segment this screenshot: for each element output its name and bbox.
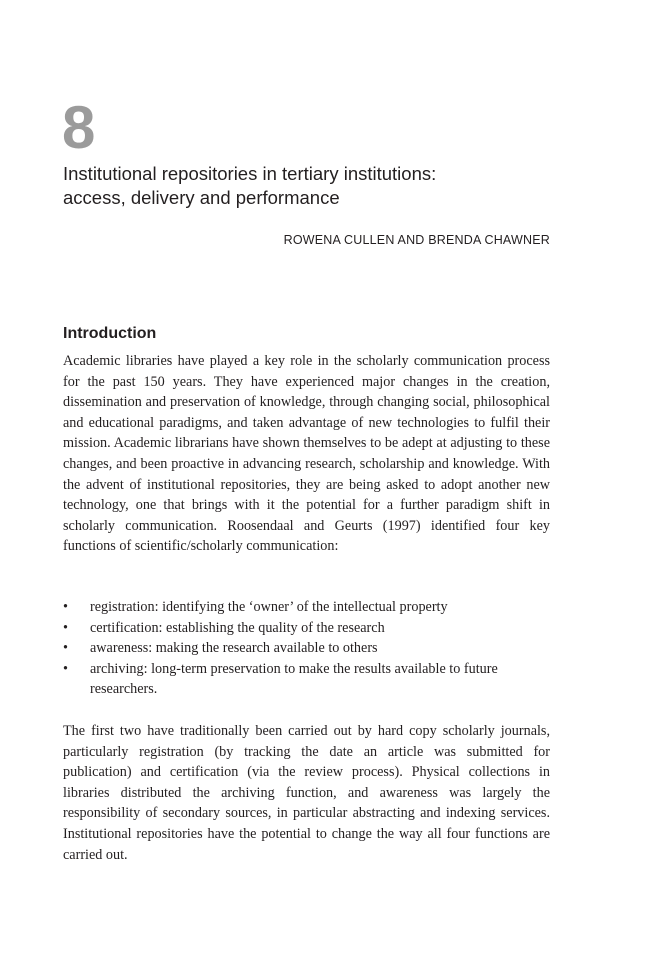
list-item-text: awareness: making the research available to others	[90, 640, 378, 657]
bullet-marker: •	[63, 640, 68, 657]
list-item-text: registration: identifying the ‘owner’ of the intellectual property	[90, 599, 448, 615]
bullet-list	[63, 597, 550, 700]
section-heading: Introduction	[63, 325, 157, 342]
list-item-text: certification: establishing the quality of the research	[90, 619, 385, 636]
list-item	[63, 638, 550, 659]
chapter-title-line: access, delivery and performance	[63, 187, 340, 208]
list-item-text: archiving: long-term preservation to make the results available to future researchers.	[90, 660, 498, 698]
list-item	[63, 597, 550, 618]
bullet-marker: •	[63, 599, 68, 615]
chapter-title-line: Institutional repositories in tertiary institutions:	[63, 163, 437, 184]
chapter-title	[63, 162, 563, 210]
bullet-marker: •	[63, 660, 68, 677]
chapter-number: 8	[62, 94, 97, 161]
body-paragraph: The first two have traditionally been carried out by hard copy scholarly journals, particularly registration (by tracking the date an article was submitted for publication) and certification (via the review process). Physical collections in libraries distributed the archiving function, and awareness was largely the responsibility of secondary sources, in particular abstracting and indexing services. Institutional repositories have the potential to change the way all four functions are carried out.	[63, 723, 550, 863]
bullet-marker: •	[63, 619, 68, 636]
chapter-authors: ROWENA CULLEN AND BRENDA CHAWNER	[283, 233, 550, 247]
list-item	[63, 659, 550, 700]
body-paragraph: Academic libraries have played a key role in the scholarly communication process for the past 150 years. They have experienced major changes in the creation, dissemination and preservation of knowledge, through changing social, philosophical and educational paradigms, and taken advantage of new technologies to fulfil their mission. Academic librarians have shown themselves to be adept at adjusting to these changes, and been proactive in advancing research, scholarship and knowledge. With the advent of institutional repositories, they are being asked to adopt another new technology, one that brings with it the potential for a further paradigm shift in scholarly communication. Roosendaal and Geurts (1997) identified four key functions of scientific/scholarly communication:	[63, 353, 550, 555]
list-item	[63, 618, 550, 639]
